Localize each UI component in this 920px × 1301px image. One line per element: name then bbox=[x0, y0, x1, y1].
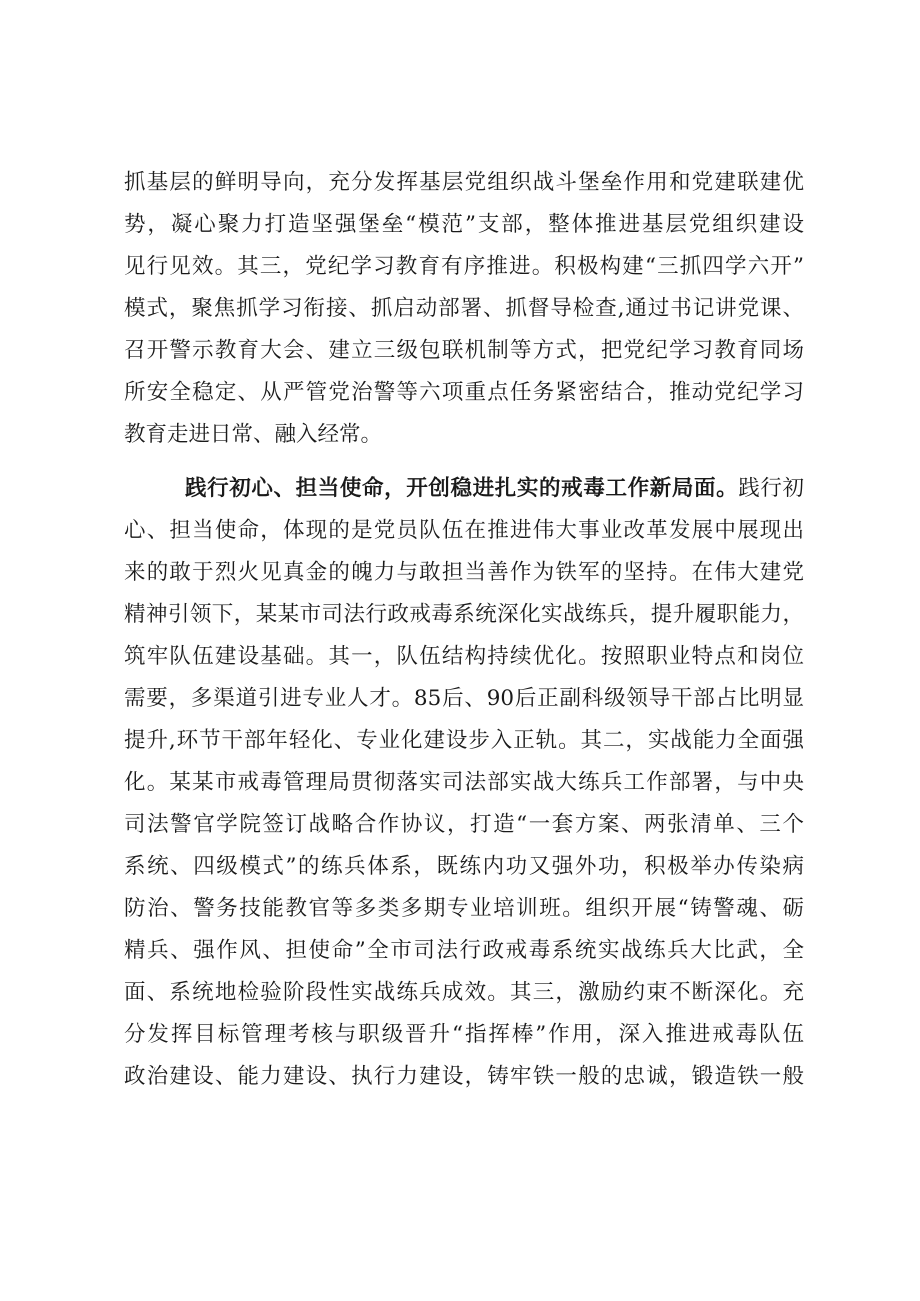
paragraph-line: 分发挥目标管理考核与职级晋升“指挥棒”作用，深入推进戒毒队伍 bbox=[124, 1022, 804, 1047]
paragraph-line: 司法警官学院签订战略合作协议，打造“一套方案、两张清单、三个 bbox=[124, 812, 804, 837]
paragraph-line: 来的敢于烈火见真金的魄力与敢担当善作为铁军的坚持。在伟大建党 bbox=[124, 560, 804, 585]
paragraph-line: 抓基层的鲜明导向，充分发挥基层党组织战斗堡垒作用和党建联建优 bbox=[124, 170, 804, 195]
paragraph-first-line bbox=[124, 468, 804, 510]
paragraph-line: 需要，多渠道引进专业人才。85后、90后正副科级领导干部占比明显 bbox=[124, 686, 804, 711]
document-body bbox=[124, 162, 804, 1098]
paragraph-line: 筑牢队伍建设基础。其一，队伍结构持续优化。按照职业特点和岗位 bbox=[124, 644, 804, 669]
paragraph-line: 召开警示教育大会、建立三级包联机制等方式，把党纪学习教育同场 bbox=[124, 338, 804, 363]
paragraph-line: 精兵、强作风、担使命”全市司法行政戒毒系统实战练兵大比武，全 bbox=[124, 938, 804, 963]
paragraph-line: 教育走进日常、融入经常。 bbox=[124, 422, 383, 447]
paragraph-line: 所安全稳定、从严管党治警等六项重点任务紧密结合，推动党纪学习 bbox=[124, 380, 804, 405]
paragraph-line: 政治建设、能力建设、执行力建设，铸牢铁一般的忠诚，锻造铁一般 bbox=[124, 1064, 804, 1089]
paragraph-line: 心、担当使命，体现的是党员队伍在推进伟大事业改革发展中展现出 bbox=[124, 518, 804, 543]
paragraph-1 bbox=[124, 162, 804, 456]
first-line-rest: 践行初 bbox=[738, 476, 804, 501]
paragraph-2 bbox=[124, 468, 804, 1098]
paragraph-line: 面、系统地检验阶段性实战练兵成效。其三，激励约束不断深化。充 bbox=[124, 980, 804, 1005]
paragraph-line: 见行见效。其三，党纪学习教育有序推进。积极构建“三抓四学六开” bbox=[124, 254, 804, 279]
paragraph-gap bbox=[124, 456, 804, 468]
paragraph-line: 化。某某市戒毒管理局贯彻落实司法部实战大练兵工作部署，与中央 bbox=[124, 770, 804, 795]
paragraph-line: 提升,环节干部年轻化、专业化建设步入正轨。其二，实战能力全面强 bbox=[124, 728, 804, 753]
paragraph-line: 系统、四级模式”的练兵体系，既练内功又强外功，积极举办传染病 bbox=[124, 854, 804, 879]
paragraph-line: 模式，聚焦抓学习衔接、抓启动部署、抓督导检查,通过书记讲党课、 bbox=[124, 296, 804, 321]
paragraph-line: 精神引领下，某某市司法行政戒毒系统深化实战练兵，提升履职能力， bbox=[124, 602, 804, 627]
section-heading: 践行初心、担当使命，开创稳进扎实的戒毒工作新局面。 bbox=[185, 476, 739, 501]
paragraph-line: 防治、警务技能教官等多类多期专业培训班。组织开展“铸警魂、砺 bbox=[124, 896, 804, 921]
paragraph-line: 势，凝心聚力打造坚强堡垒“模范”支部，整体推进基层党组织建设 bbox=[124, 212, 804, 237]
